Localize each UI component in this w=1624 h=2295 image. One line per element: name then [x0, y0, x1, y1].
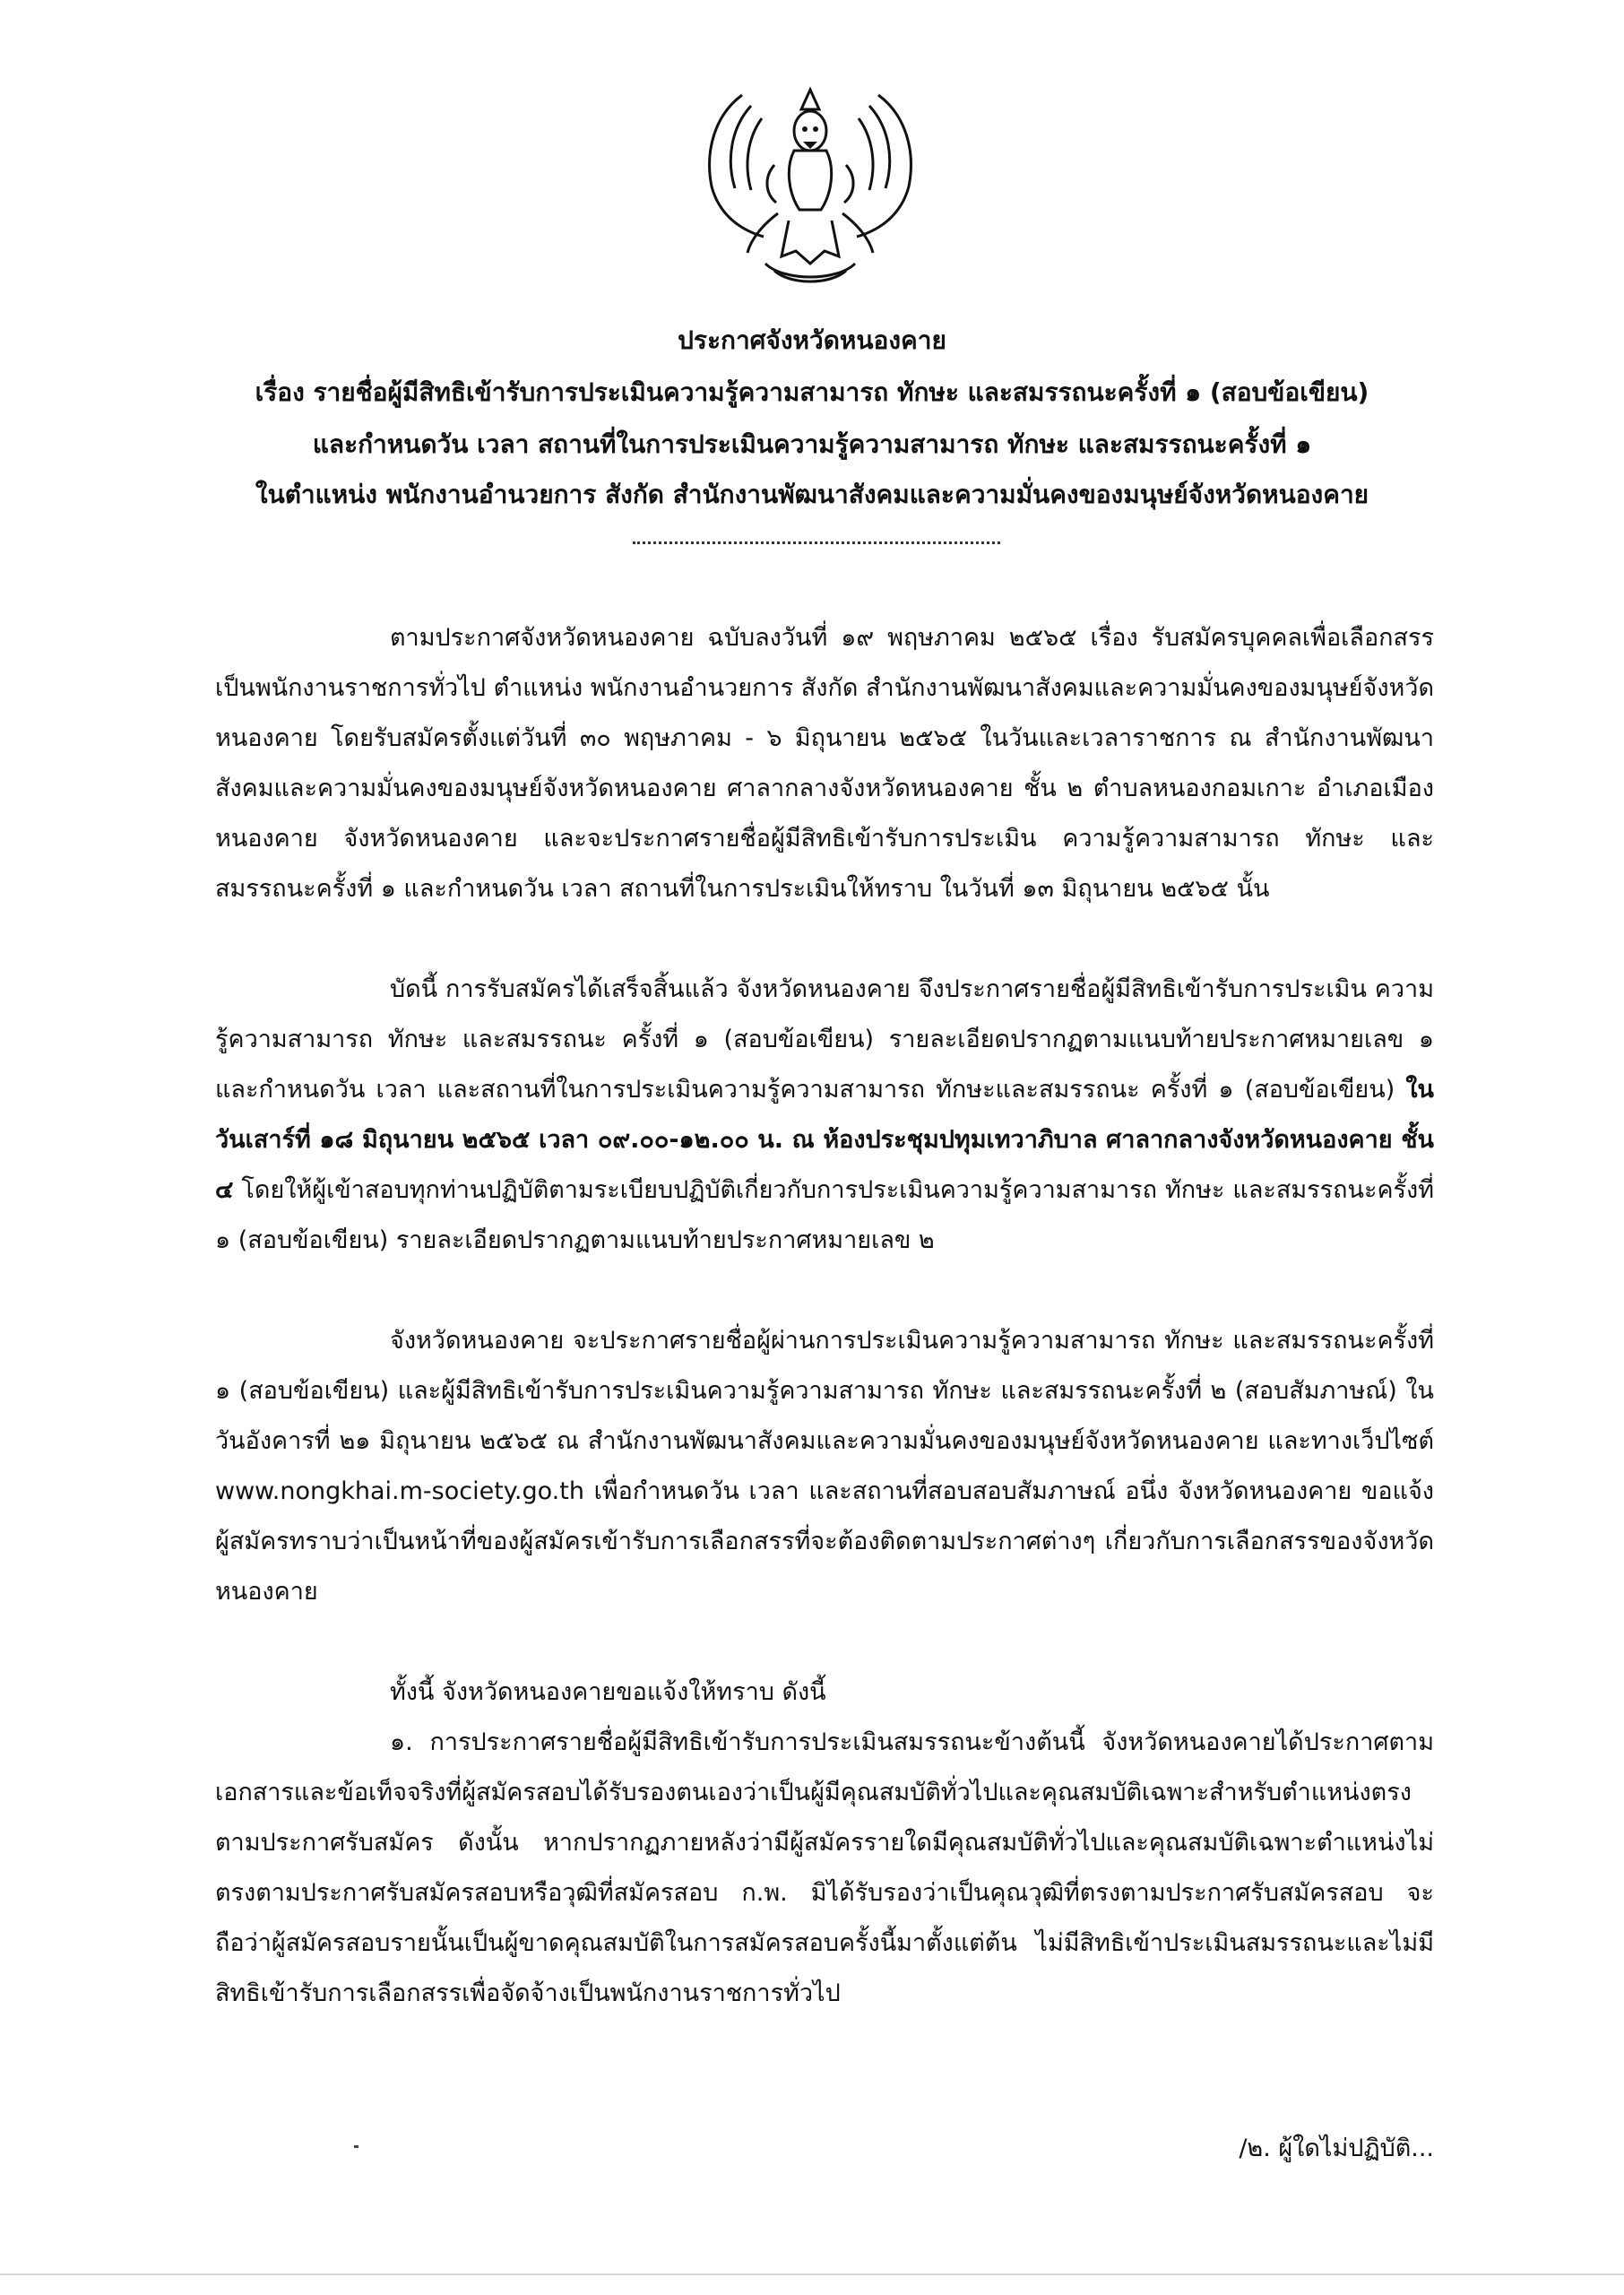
paragraph-exam-schedule	[215, 965, 1434, 1266]
announcement-title: ประกาศจังหวัดหนองคาย	[678, 325, 946, 355]
exam-schedule-text-a: บัดนี้ การรับสมัครได้เสร็จสิ้นแล้ว จังหวัดหนองคาย จึงประกาศรายชื่อผู้มีสิทธิเข้ารับการประเมิน ความรู้ความสามารถ ทักษะ และสมรรถนะ ครั้งที่ ๑ (สอบข้อเขียน) รายละเอียดปรากฏตามแนบท้ายประกาศหมายเลข ๑ และกำหนดวัน เวลา และสถานที่ในการประเมินความรู้ความสามารถ ทักษะและสมรรถนะ ครั้งที่ ๑ (สอบข้อเขียน)	[215, 975, 1434, 1104]
paragraph-notice-intro: ทั้งนี้ จังหวัดหนองคายขอแจ้งให้ทราบ ดังนี้	[390, 1678, 826, 1706]
paragraph-notice-item-1: ๑. การประกาศรายชื่อผู้มีสิทธิเข้ารับการประเมินสมรรถนะข้างต้นนี้ จังหวัดหนองคายได้ประกาศตามเอกสารและข้อเท็จจริงที่ผู้สมัครสอบได้รับรองตนเองว่าเป็นผู้มีคุณสมบัติทั่วไปและคุณสมบัติเฉพาะสำหรับตำแหน่งตรงตามประกาศรับสมัคร ดังนั้น หากปรากฏภายหลังว่ามีผู้สมัครรายใดมีคุณสมบัติทั่วไปและคุณสมบัติเฉพาะตำแหน่งไม่ตรงตามประกาศรับสมัครสอบหรือวุฒิที่สมัครสอบ ก.พ. มิได้รับรองว่าเป็นคุณวุฒิที่ตรงตามประกาศรับสมัครสอบ จะถือว่าผู้สมัครสอบรายนั้นเป็นผู้ขาดคุณสมบัติในการสมัครสอบครั้งนี้มาตั้งแต่ต้น ไม่มีสิทธิเข้าประเมินสมรรถนะและไม่มีสิทธิเข้ารับการเลือกสรรเพื่อจัดจ้างเป็นพนักงานราชการทั่วไป	[215, 1728, 1434, 2007]
paragraph-reference: ตามประกาศจังหวัดหนองคาย ฉบับลงวันที่ ๑๙ พฤษภาคม ๒๕๖๕ เรื่อง รับสมัครบุคคลเพื่อเลือกสรรเป็นพนักงานราชการทั่วไป ตำแหน่ง พนักงานอำนวยการ สังกัด สำนักงานพัฒนาสังคมและความมั่นคงของมนุษย์จังหวัดหนองคาย โดยรับสมัครตั้งแต่วันที่ ๓๐ พฤษภาคม - ๖ มิถุนายน ๒๕๖๕ ในวันและเวลาราชการ ณ สำนักงานพัฒนาสังคมและความมั่นคงของมนุษย์จังหวัดหนองคาย ศาลากลางจังหวัดหนองคาย ชั้น ๒ ตำบลหนองกอมเกาะ อำเภอเมืองหนองคาย จังหวัดหนองคาย และจะประกาศรายชื่อผู้มีสิทธิเข้ารับการประเมิน ความรู้ความสามารถ ทักษะ และสมรรถนะครั้งที่ ๑ และกำหนดวัน เวลา สถานที่ในการประเมินให้ทราบ ในวันที่ ๑๓ มิถุนายน ๒๕๖๕ นั้น	[215, 624, 1434, 903]
dotted-divider	[633, 534, 1000, 544]
page-edge	[0, 2273, 1624, 2275]
subject-line-1: เรื่อง รายชื่อผู้มีสิทธิเข้ารับการประเมินความรู้ความสามารถ ทักษะ และสมรรถนะครั้งที่ ๑ (สอบข้อเขียน)	[255, 377, 1369, 407]
scan-speck	[354, 2145, 358, 2148]
exam-date-venue: ในวันเสาร์ที่ ๑๘ มิถุนายน ๒๕๖๕ เวลา ๐๙.๐๐-๑๒.๐๐ น. ณ ห้องประชุมปทุมเทวาภิบาล ศาลากลางจังหวัดหนองคาย ชั้น ๔	[215, 1076, 1434, 1204]
garuda-emblem-icon	[688, 79, 932, 287]
subject-line-3: ในตำแหน่ง พนักงานอำนวยการ สังกัด สำนักงานพัฒนาสังคมและความมั่นคงของมนุษย์จังหวัดหนองคาย	[255, 480, 1369, 509]
subject-line-2: และกำหนดวัน เวลา สถานที่ในการประเมินความรู้ความสามารถ ทักษะ และสมรรถนะครั้งที่ ๑	[312, 429, 1312, 459]
continuation-note: /๒. ผู้ใดไม่ปฏิบัติ...	[1239, 2135, 1434, 2162]
paragraph-result-announcement: จังหวัดหนองคาย จะประกาศรายชื่อผู้ผ่านการประเมินความรู้ความสามารถ ทักษะ และสมรรถนะครั้งที่ ๑ (สอบข้อเขียน) และผู้มีสิทธิเข้ารับการประเมินความรู้ความสามารถ ทักษะ และสมรรถนะครั้งที่ ๒ (สอบสัมภาษณ์) ในวันอังคารที่ ๒๑ มิถุนายน ๒๕๖๕ ณ สำนักงานพัฒนาสังคมและความมั่นคงของมนุษย์จังหวัดหนองคาย และทางเว็ปไซต์ www.nongkhai.m-society.go.th เพื่อกำหนดวัน เวลา และสถานที่สอบสอบสัมภาษณ์ อนึ่ง จังหวัดหนองคาย ขอแจ้งผู้สมัครทราบว่าเป็นหน้าที่ของผู้สมัครเข้ารับการเลือกสรรที่จะต้องติดตามประกาศต่างๆ เกี่ยวกับการเลือกสรรของจังหวัดหนองคาย	[215, 1327, 1434, 1606]
announcement-body	[215, 613, 1434, 2019]
exam-schedule-text-b: โดยให้ผู้เข้าสอบทุกท่านปฏิบัติตามระเบียบปฏิบัติเกี่ยวกับการประเมินความรู้ความสามารถ ทักษะ และสมรรถนะครั้งที่ ๑ (สอบข้อเขียน) รายละเอียดปรากฏตามแนบท้ายประกาศหมายเลข ๒	[215, 1176, 1434, 1254]
